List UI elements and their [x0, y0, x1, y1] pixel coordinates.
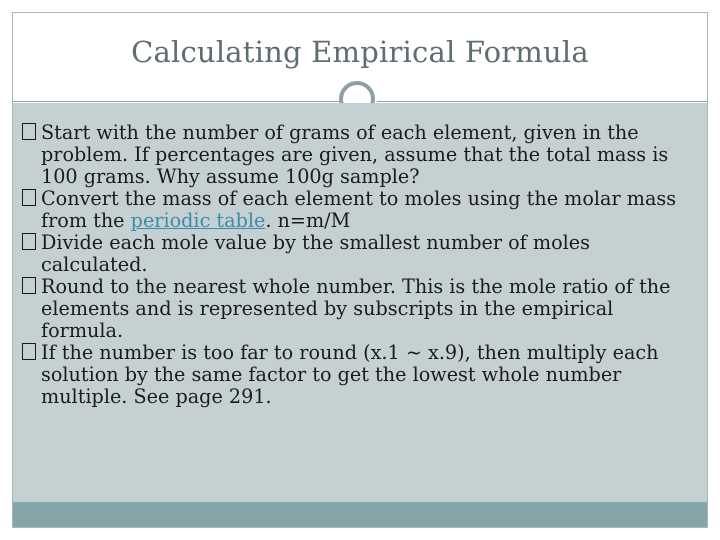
- bullet-text: Divide each mole value by the smallest number of moles calculated.: [41, 231, 590, 276]
- periodic-table-link[interactable]: periodic table: [130, 209, 266, 232]
- bullet-text: Start with the number of grams of each element, given in the problem. If percentages are given, assume that the total mass is 100 grams. Why assume 100g sample?: [41, 121, 669, 188]
- bullet-item: [22, 276, 698, 342]
- square-bullet-icon: [22, 189, 36, 206]
- square-bullet-icon: [22, 123, 36, 140]
- square-bullet-icon: [22, 233, 36, 250]
- bullet-text: Round to the nearest whole number. This is the mole ratio of the elements and is represented by subscripts in the empirical formula.: [41, 275, 671, 342]
- bullet-item: [22, 342, 698, 408]
- footer-band: [13, 502, 707, 527]
- bullet-list: [22, 122, 698, 408]
- bullet-item: [22, 122, 698, 188]
- square-bullet-icon: [22, 343, 36, 360]
- bullet-text: If the number is too far to round (x.1 ~ x.9), then multiply each solution by the same factor to get the lowest whole number multiple. See page 291.: [41, 341, 659, 408]
- bullet-text: Convert the mass of each element to moles using the molar mass from the: [41, 187, 677, 232]
- square-bullet-icon: [22, 277, 36, 294]
- bullet-text-end: . n=m/M: [265, 209, 351, 232]
- title-divider-left: [13, 101, 344, 102]
- title-divider-right: [377, 101, 707, 102]
- bullet-item: [22, 232, 698, 276]
- bullet-item: [22, 188, 698, 232]
- slide-title: Calculating Empirical Formula: [131, 35, 589, 69]
